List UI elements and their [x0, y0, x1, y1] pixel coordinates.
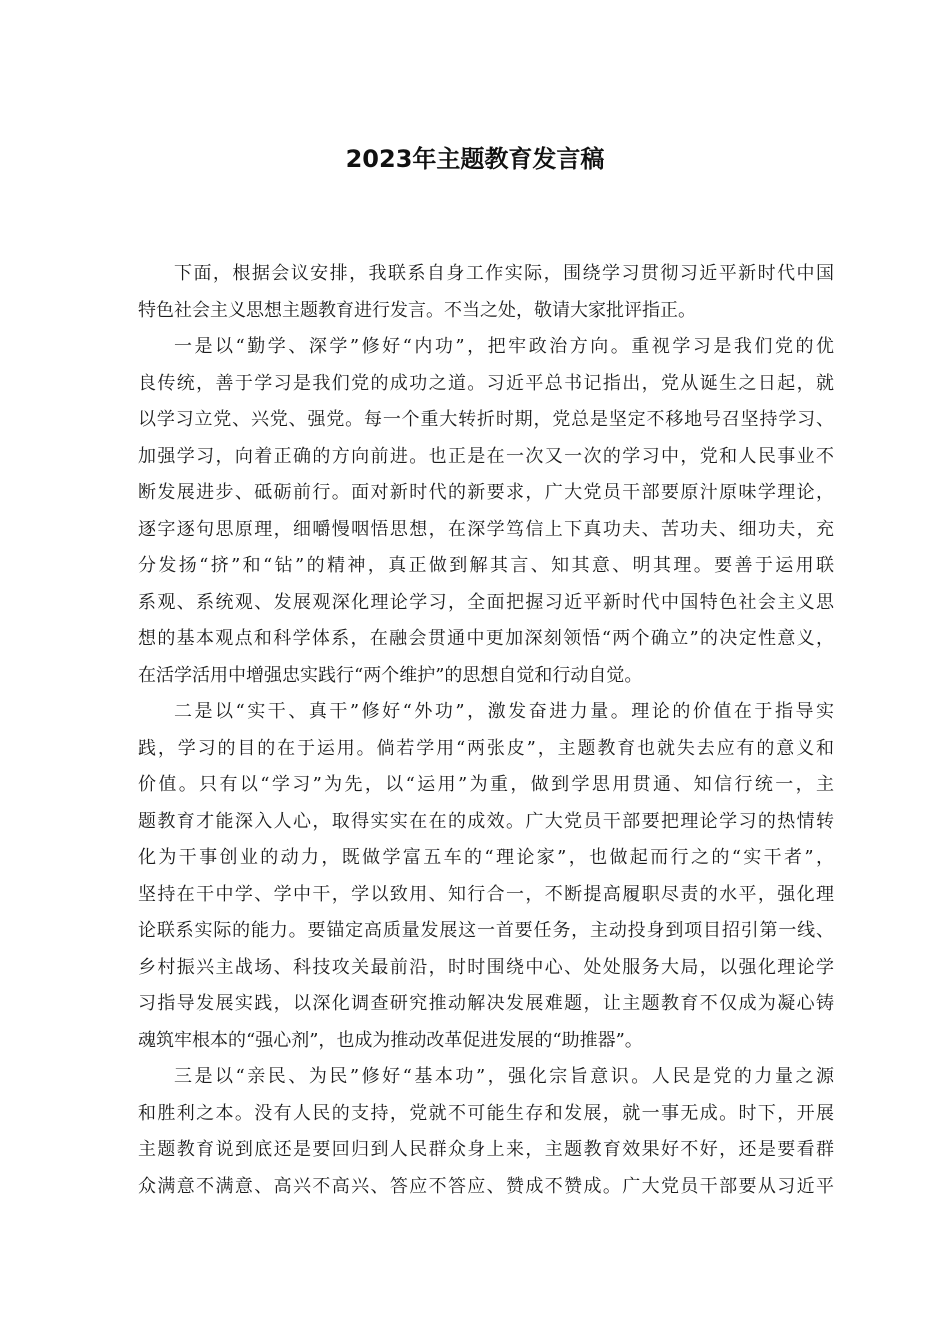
- text-line: 习指导发展实践，以深化调查研究推动解决发展难题，让主题教育不仅成为凝心铸: [138, 993, 834, 1014]
- text-line: 价值。只有以“学习”为先，以“运用”为重，做到学思用贯通、知信行统一，主: [138, 774, 834, 795]
- text-line: 逐字逐句思原理，细嚼慢咽悟思想，在深学笃信上下真功夫、苦功夫、细功夫，充: [138, 518, 834, 540]
- text-line: 坚持在干中学、学中干，学以致用、知行合一，不断提高履职尽责的水平，强化理: [138, 883, 834, 905]
- text-line: 三是以“亲民、为民”修好“基本功”，强化宗旨意识。人民是党的力量之源: [174, 1066, 834, 1087]
- text-line: 践，学习的目的在于运用。倘若学用“两张皮”，主题教育也就失去应有的意义和: [138, 737, 834, 759]
- text-line: 断发展进步、砥砺前行。面对新时代的新要求，广大党员干部要原汁原味学理论，: [138, 482, 834, 503]
- text-line: 化为干事创业的动力，既做学富五车的“理论家”，也做起而行之的“实干者”，: [138, 847, 834, 868]
- paragraph-intro: [138, 256, 834, 329]
- document-title: 2023年主题教育发言稿: [345, 145, 605, 173]
- text-line: 良传统，善于学习是我们党的成功之道。习近平总书记指出，党从诞生之日起，就: [138, 372, 834, 394]
- text-line: 乡村振兴主战场、科技攻关最前沿，时时围绕中心、处处服务大局，以强化理论学: [138, 956, 834, 978]
- text-line: 一是以“勤学、深学”修好“内功”，把牢政治方向。重视学习是我们党的优: [174, 336, 834, 357]
- text-line: 众满意不满意、高兴不高兴、答应不答应、赞成不赞成。广大党员干部要从习近平: [138, 1175, 834, 1197]
- paragraph-point-two: [138, 694, 834, 1059]
- text-line: 二是以“实干、真干”修好“外功”，激发奋进力量。理论的价值在于指导实: [174, 701, 834, 722]
- text-line: 和胜利之本。没有人民的支持，党就不可能生存和发展，就一事无成。时下，开展: [138, 1102, 834, 1124]
- text-line: 主题教育说到底还是要回归到人民群众身上来，主题教育效果好不好，还是要看群: [138, 1139, 834, 1160]
- text-line: 系观、系统观、发展观深化理论学习，全面把握习近平新时代中国特色社会主义思: [138, 591, 834, 613]
- text-line: 下面，根据会议安排，我联系自身工作实际，围绕学习贯彻习近平新时代中国: [174, 263, 834, 284]
- text-line: 分发扬“挤”和“钻”的精神，真正做到解其言、知其意、明其理。要善于运用联: [138, 555, 834, 576]
- paragraph-point-three: [138, 1059, 834, 1205]
- text-line: 论联系实际的能力。要锚定高质量发展这一首要任务，主动投身到项目招引第一线、: [138, 920, 834, 941]
- document-body: [138, 256, 834, 1205]
- text-line: 题教育才能深入人心，取得实实在在的成效。广大党员干部要把理论学习的热情转: [138, 810, 834, 832]
- paragraph-point-one: [138, 329, 834, 694]
- text-line: 特色社会主义思想主题教育进行发言。不当之处，敬请大家批评指正。: [138, 299, 696, 321]
- text-line: 想的基本观点和科学体系，在融会贯通中更加深刻领悟“两个确立”的决定性意义，: [138, 628, 834, 649]
- text-line: 以学习立党、兴党、强党。每一个重大转折时期，党总是坚定不移地号召坚持学习、: [138, 409, 834, 430]
- text-line: 魂筑牢根本的“强心剂”，也成为推动改革促进发展的“助推器”。: [138, 1029, 643, 1051]
- text-line: 在活学活用中增强忠实践行“两个维护”的思想自觉和行动自觉。: [138, 664, 643, 686]
- text-line: 加强学习，向着正确的方向前进。也正是在一次又一次的学习中，党和人民事业不: [138, 445, 834, 467]
